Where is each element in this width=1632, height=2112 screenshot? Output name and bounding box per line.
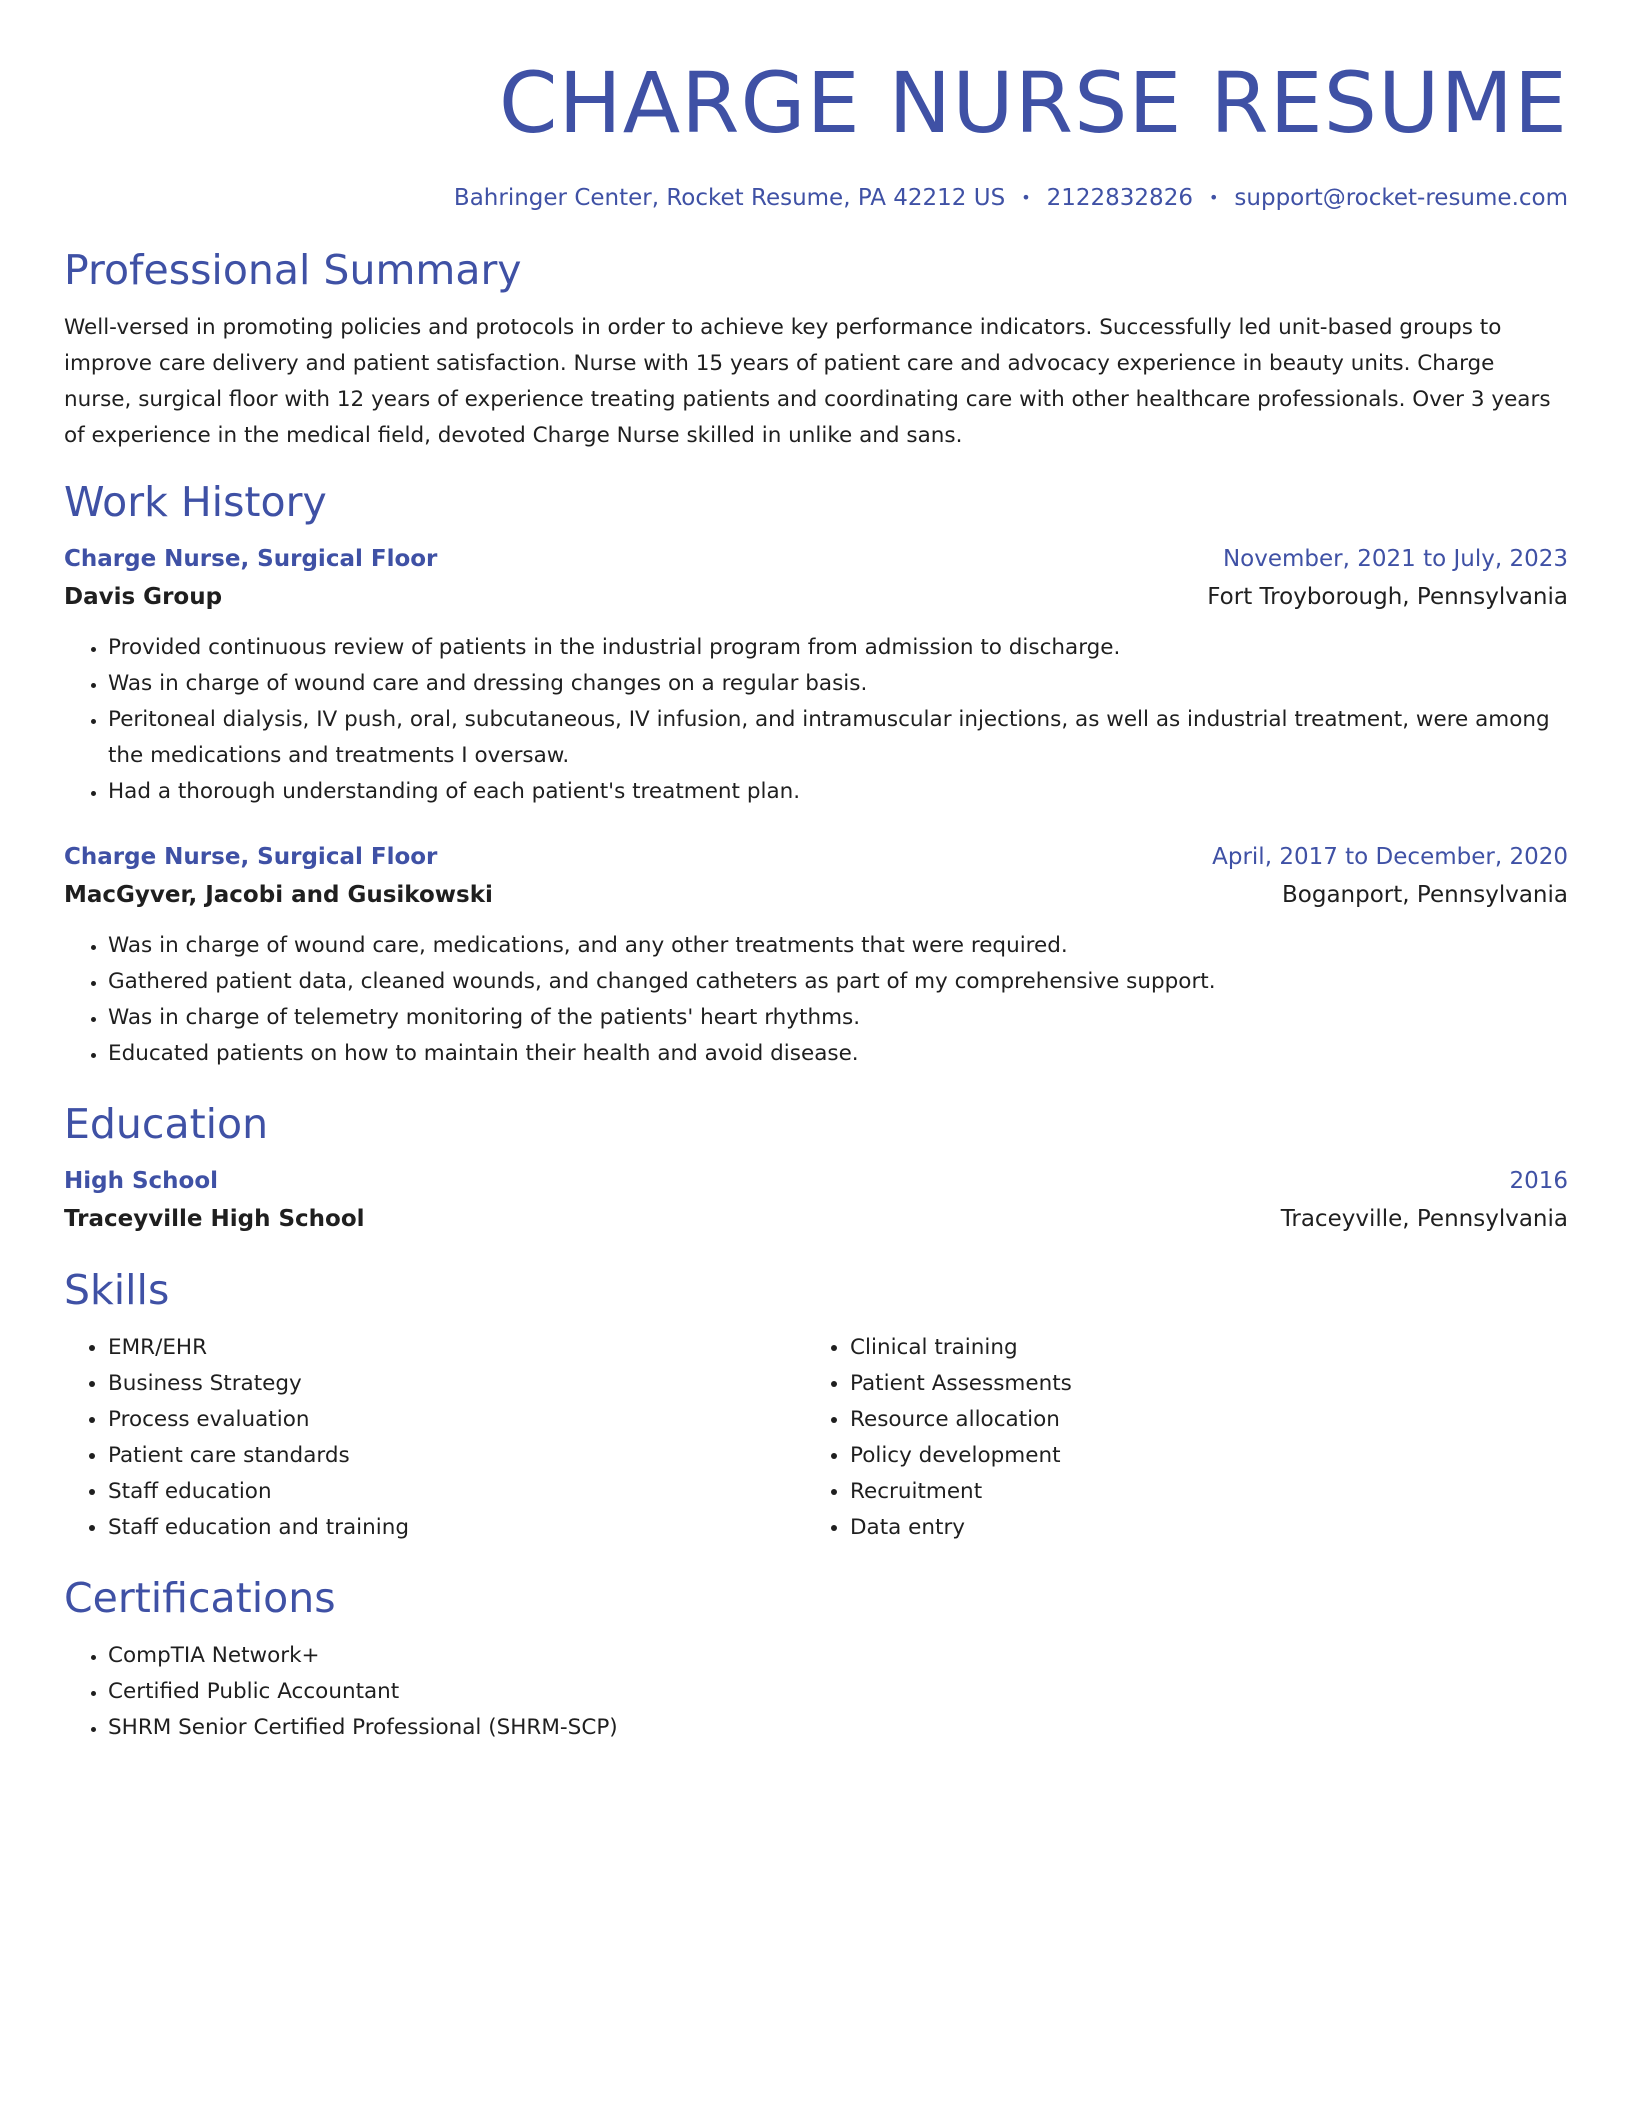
contact-separator: • (1021, 188, 1031, 207)
education-entry (64, 1162, 1568, 1238)
contact-phone: 2122832826 (1046, 185, 1193, 211)
summary-heading: Professional Summary (64, 246, 522, 294)
job-title-row (64, 838, 1568, 876)
job-company-row (64, 876, 1568, 914)
job-bullet: • Educated patients on how to maintain their health and avoid disease. (108, 1036, 1568, 1072)
job-bullets (64, 928, 1568, 1072)
resume-header (64, 0, 1568, 214)
contact-email[interactable]: support@rocket-resume.com (1234, 185, 1568, 211)
job-bullet: • Had a thorough understanding of each patient's treatment plan. (108, 774, 1568, 810)
certification-item: • CompTIA Network+ (108, 1638, 1568, 1674)
skills-grid (64, 1330, 1568, 1546)
skills-section (64, 1264, 1568, 1546)
skill-item: • Process evaluation (108, 1402, 806, 1438)
skill-item: • Staff education and training (108, 1510, 806, 1546)
education-school: Traceyville High School (64, 1206, 365, 1232)
certifications-heading: Certifications (64, 1574, 336, 1622)
work-history-heading: Work History (64, 478, 327, 526)
education-degree-row (64, 1162, 1568, 1200)
skill-item: • Policy development (850, 1438, 1548, 1474)
contact-separator: • (1208, 188, 1219, 207)
summary-section (64, 244, 1568, 454)
certifications-section (64, 1572, 1568, 1746)
work-history-section (64, 476, 1568, 1072)
skills-column-left (64, 1330, 806, 1546)
summary-text: Well-versed in promoting policies and protocols in order to achieve key performance indicators. Successfully led unit-based groups to improve care delivery and patient satisfaction. Nurse with 15 years of patient care and advocacy experience in beauty units. Charge nurse, surgical floor with 12 years of experience treating patients and coordinating care with other healthcare professionals. Over 3 years of experience in the medical field, devoted Charge Nurse skilled in unlike and sans. (64, 315, 1551, 448)
job-company: Davis Group (64, 584, 223, 610)
skill-item: • Clinical training (850, 1330, 1548, 1366)
certifications-list (64, 1638, 1568, 1746)
skill-item: • Patient care standards (108, 1438, 806, 1474)
job-location: Boganport, Pennsylvania (1282, 882, 1568, 908)
skill-item: • Business Strategy (108, 1366, 806, 1402)
job-location: Fort Troyborough, Pennsylvania (1207, 584, 1568, 610)
job-bullet: • Was in charge of wound care and dressing changes on a regular basis. (108, 666, 1568, 702)
education-location: Traceyville, Pennsylvania (1280, 1206, 1568, 1232)
certification-item: • SHRM Senior Certified Professional (SHRM-SCP) (108, 1710, 1568, 1746)
job-bullet: • Provided continuous review of patients in the industrial program from admission to discharge. (108, 630, 1568, 666)
certification-item: • Certified Public Accountant (108, 1674, 1568, 1710)
job-company-row (64, 578, 1568, 616)
skill-item: • Patient Assessments (850, 1366, 1548, 1402)
resume-title: CHARGE NURSE RESUME (498, 54, 1568, 152)
job-entry (64, 838, 1568, 1072)
job-title-row (64, 540, 1568, 578)
skills-heading: Skills (64, 1266, 170, 1314)
contact-address: Bahringer Center, Rocket Resume, PA 42212 US (453, 185, 1006, 211)
education-section (64, 1098, 1568, 1238)
job-dates: November, 2021 to July, 2023 (1222, 546, 1568, 572)
education-year: 2016 (1509, 1168, 1568, 1194)
skill-item: • Staff education (108, 1474, 806, 1510)
job-bullets (64, 630, 1568, 810)
job-role: Charge Nurse, Surgical Floor (64, 844, 438, 870)
education-degree: High School (64, 1168, 219, 1194)
job-bullet: • Was in charge of wound care, medications, and any other treatments that were required. (108, 928, 1568, 964)
contact-line (64, 182, 1568, 214)
job-bullet: • Was in charge of telemetry monitoring of the patients' heart rhythms. (108, 1000, 1568, 1036)
job-role: Charge Nurse, Surgical Floor (64, 546, 438, 572)
skills-column-right (806, 1330, 1548, 1546)
education-heading: Education (64, 1100, 269, 1148)
job-bullet: • Peritoneal dialysis, IV push, oral, subcutaneous, IV infusion, and intramuscular injections, as well as industrial treatment, were among the medications and treatments I oversaw. (108, 702, 1568, 774)
job-dates: April, 2017 to December, 2020 (1212, 844, 1568, 870)
job-company: MacGyver, Jacobi and Gusikowski (64, 882, 493, 908)
education-school-row (64, 1200, 1568, 1238)
skill-item: • Resource allocation (850, 1402, 1548, 1438)
resume-page (64, 0, 1568, 1746)
job-entry (64, 540, 1568, 810)
job-bullet: • Gathered patient data, cleaned wounds, and changed catheters as part of my comprehensive support. (108, 964, 1568, 1000)
skill-item: • Data entry (850, 1510, 1548, 1546)
skill-item: • Recruitment (850, 1474, 1548, 1510)
skill-item: • EMR/EHR (108, 1330, 806, 1366)
